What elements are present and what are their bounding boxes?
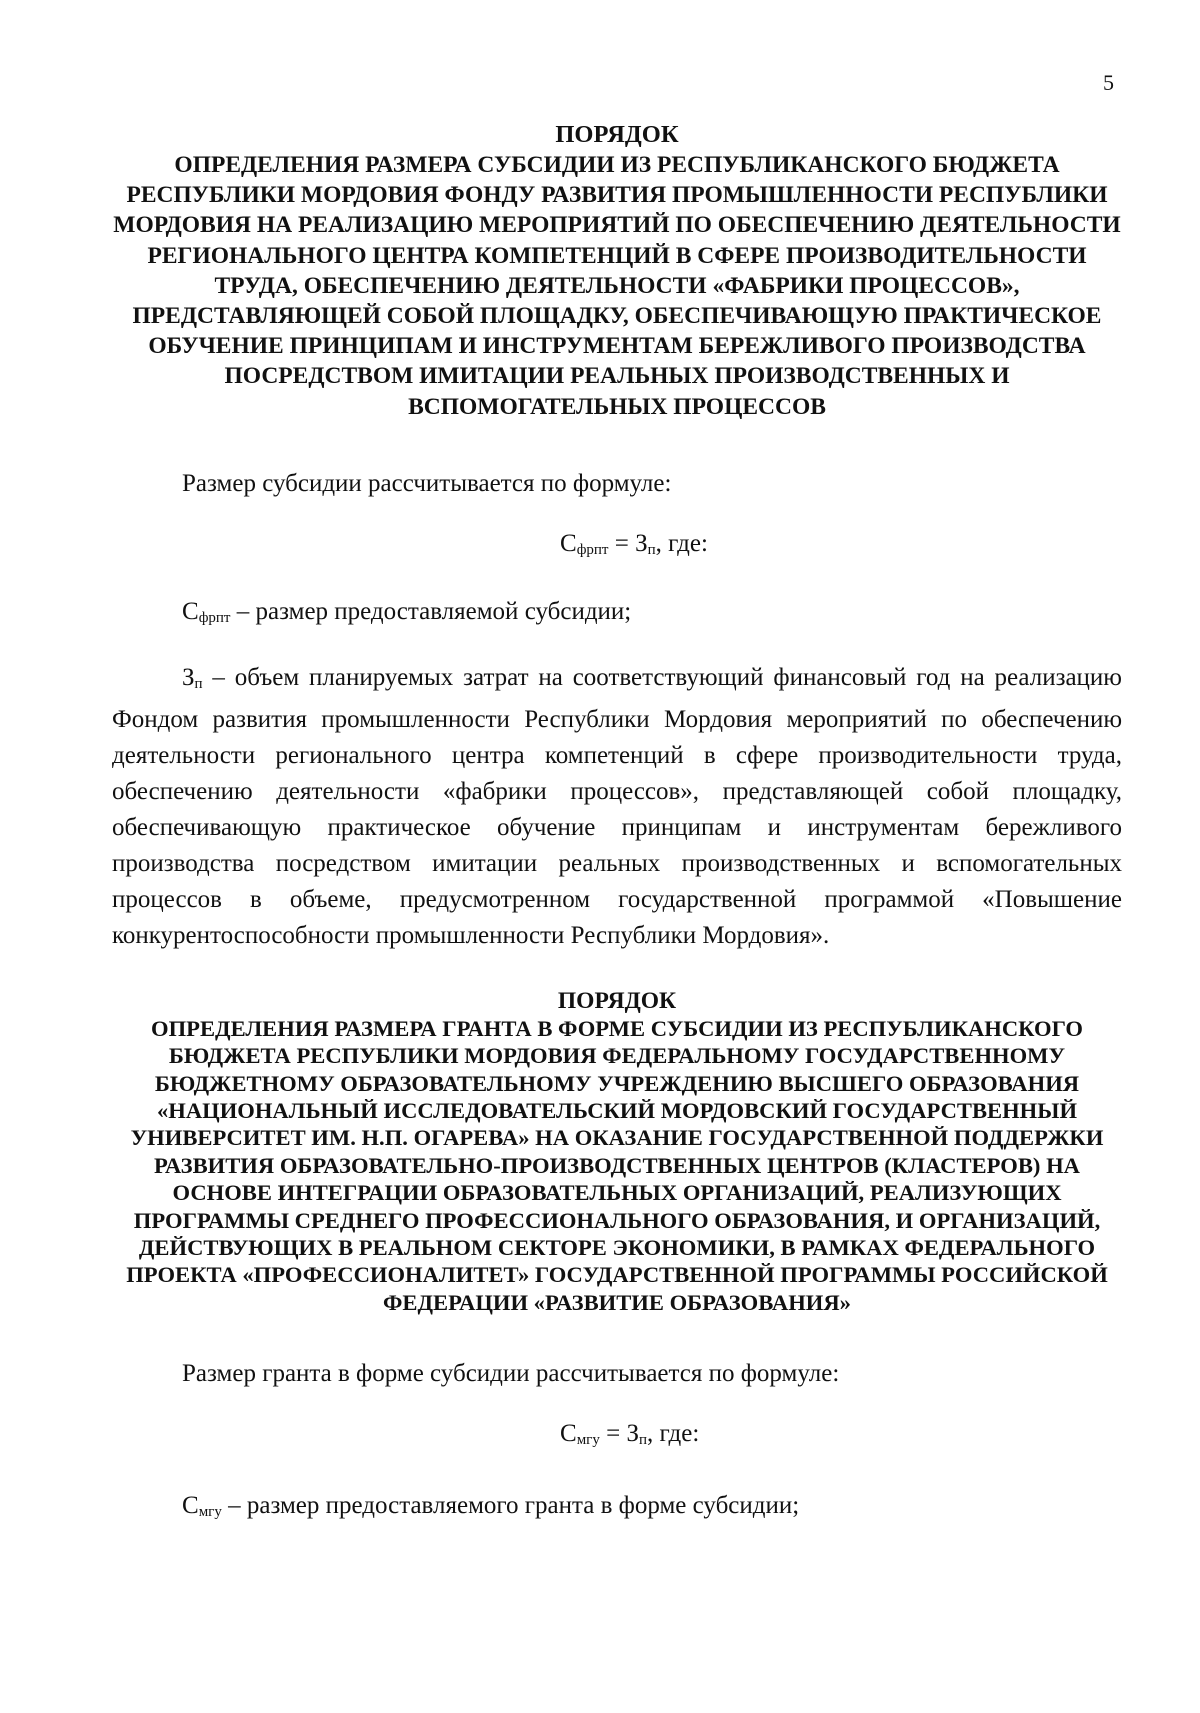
section-2-intro: Размер гранта в форме субсидии рассчитывается по формуле: — [182, 1360, 840, 1388]
def-subscript: мгу — [198, 1504, 222, 1521]
section-2 — [112, 988, 1122, 1530]
page-number: 5 — [1103, 70, 1114, 95]
def-text: – объем планируемых затрат на соответствующий финансовый год на реализацию Фондом развития промышленности Республики Мордовия мероприятий по обеспечению деятельности регионального центра компетенций в сфере производительности труда, обеспечению деятельности «фабрики процессов», представляющей собой площадку, обеспечивающую практическое обучение принципам и инструментам бережливого производства посредством имитации реальных производственных и вспомогательных процессов в объеме, предусмотренном государственной программой «Повышение конкурентоспособности промышленности Республики Мордовия». — [112, 663, 1122, 949]
formula-lhs-subscript: фрпт — [576, 541, 609, 558]
formula-equals: = З — [599, 1420, 639, 1448]
formula-equals: = З — [608, 529, 648, 557]
formula-tail: , где: — [655, 529, 708, 557]
def-subscript: фрпт — [198, 609, 231, 626]
section-2-title: ПОРЯДОК — [557, 987, 677, 1014]
def-symbol: З — [182, 663, 195, 691]
def-text: – размер предоставляемой субсидии; — [230, 597, 632, 625]
section-2-heading: ОПРЕДЕЛЕНИЯ РАЗМЕРА ГРАНТА В ФОРМЕ СУБСИДИИ ИЗ РЕСПУБЛИКАНСКОГО БЮДЖЕТА РЕСПУБЛИКИ МОРДОВИЯ ФЕДЕРАЛЬНОМУ ГОСУДАРСТВЕННОМУ БЮДЖЕТНОМУ ОБРАЗОВАТЕЛЬНОМУ УЧРЕЖДЕНИЮ ВЫСШЕГО ОБРАЗОВАНИЯ «НАЦИОНАЛЬНЫЙ ИССЛЕДОВАТЕЛЬСКИЙ МОРДОВСКИЙ ГОСУДАРСТВЕННЫЙ УНИВЕРСИТЕТ ИМ. Н.П. ОГАРЕВА» НА ОКАЗАНИЕ ГОСУДАРСТВЕННОЙ ПОДДЕРЖКИ РАЗВИТИЯ ОБРАЗОВАТЕЛЬНО-ПРОИЗВОДСТВЕННЫХ ЦЕНТРОВ (КЛАСТЕРОВ) НА ОСНОВЕ ИНТЕГРАЦИИ ОБРАЗОВАТЕЛЬНЫХ ОРГАНИЗАЦИЙ, РЕАЛИЗУЮЩИХ ПРОГРАММЫ СРЕДНЕГО ПРОФЕССИОНАЛЬНОГО ОБРАЗОВАНИЯ, И ОРГАНИЗАЦИЙ, ДЕЙСТВУЮЩИХ В РЕАЛЬНОМ СЕКТОРЕ ЭКОНОМИКИ, В РАМКАХ ФЕДЕРАЛЬНОГО ПРОЕКТА «ПРОФЕССИОНАЛИТЕТ» ГОСУДАРСТВЕННОЙ ПРОГРАММЫ РОССИЙСКОЙ ФЕДЕРАЦИИ «РАЗВИТИЕ ОБРАЗОВАНИЯ» — [126, 1015, 1108, 1315]
def-text: – размер предоставляемого гранта в форме субсидии; — [221, 1492, 800, 1520]
section-2-definition-s — [112, 1488, 1122, 1530]
section-1-title: ПОРЯДОК — [555, 121, 679, 148]
formula-lhs-subscript: мгу — [576, 1432, 600, 1449]
def-symbol: С — [182, 1492, 199, 1520]
formula-lhs: С — [560, 1420, 577, 1448]
section-1 — [112, 120, 1122, 954]
section-1-definition-z — [112, 660, 1122, 954]
formula-rhs-subscript: п — [647, 541, 656, 558]
section-1-definition-s — [112, 594, 1122, 636]
section-2-formula — [112, 1416, 1122, 1458]
document-content — [112, 120, 1122, 1530]
section-1-formula — [112, 526, 1122, 568]
def-subscript: п — [194, 675, 203, 692]
section-1-heading: ОПРЕДЕЛЕНИЯ РАЗМЕРА СУБСИДИИ ИЗ РЕСПУБЛИКАНСКОГО БЮДЖЕТА РЕСПУБЛИКИ МОРДОВИЯ ФОНДУ РАЗВИТИЯ ПРОМЫШЛЕННОСТИ РЕСПУБЛИКИ МОРДОВИЯ НА РЕАЛИЗАЦИЮ МЕРОПРИЯТИЙ ПО ОБЕСПЕЧЕНИЮ ДЕЯТЕЛЬНОСТИ РЕГИОНАЛЬНОГО ЦЕНТРА КОМПЕТЕНЦИЙ В СФЕРЕ ПРОИЗВОДИТЕЛЬНОСТИ ТРУДА, ОБЕСПЕЧЕНИЮ ДЕЯТЕЛЬНОСТИ «ФАБРИКИ ПРОЦЕССОВ», ПРЕДСТАВЛЯЮЩЕЙ СОБОЙ ПЛОЩАДКУ, ОБЕСПЕЧИВАЮЩУЮ ПРАКТИЧЕСКОЕ ОБУЧЕНИЕ ПРИНЦИПАМ И ИНСТРУМЕНТАМ БЕРЕЖЛИВОГО ПРОИЗВОДСТВА ПОСРЕДСТВОМ ИМИТАЦИИ РЕАЛЬНЫХ ПРОИЗВОДСТВЕННЫХ И ВСПОМОГАТЕЛЬНЫХ ПРОЦЕССОВ — [113, 152, 1121, 420]
def-symbol: С — [182, 597, 199, 625]
formula-rhs-subscript: п — [638, 1432, 647, 1449]
formula-lhs: С — [560, 529, 577, 557]
formula-tail: , где: — [647, 1420, 700, 1448]
section-1-intro: Размер субсидии рассчитывается по формуле: — [182, 469, 672, 497]
